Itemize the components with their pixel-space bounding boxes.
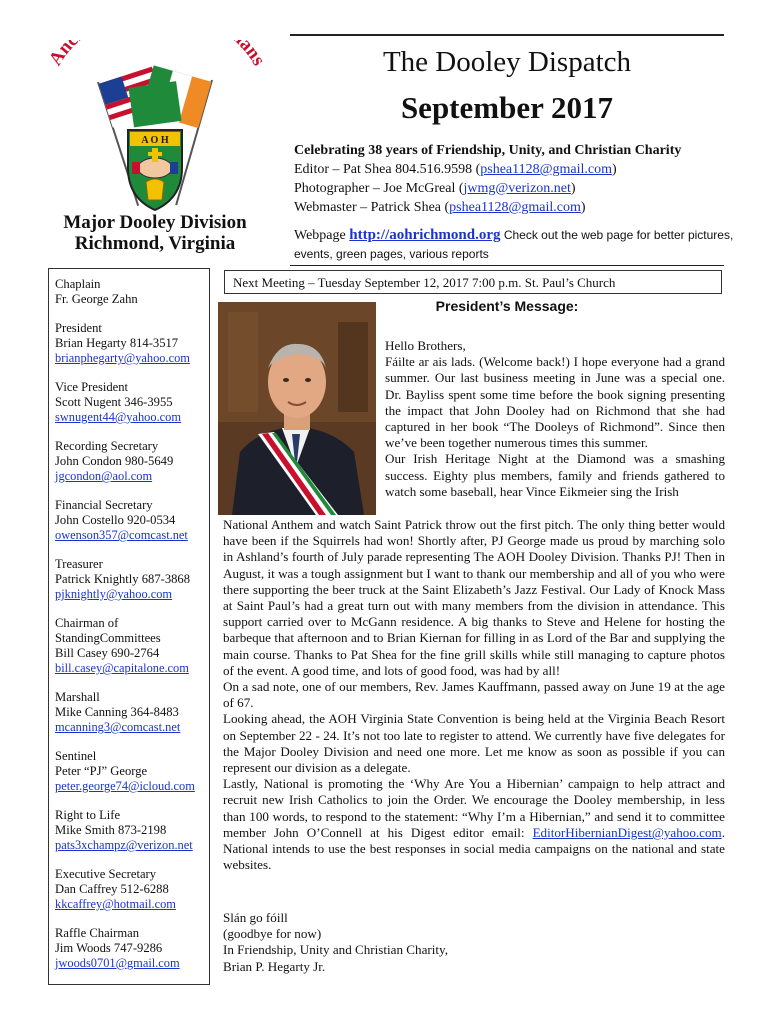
- officer-name: Mike Smith 873-2198: [55, 823, 167, 837]
- officer-role: Chaplain: [55, 277, 101, 291]
- message-greeting: Hello Brothers,: [385, 338, 466, 353]
- division-location: Richmond, Virginia: [74, 233, 236, 254]
- officer-role: Right to Life: [55, 808, 121, 822]
- officer-role: Financial Secretary: [55, 498, 153, 512]
- officer-name: Dan Caffrey 512-6288: [55, 882, 169, 896]
- webmaster-line: [294, 198, 734, 217]
- officer-phone: Bill Casey 690-2764: [55, 646, 160, 660]
- message-paragraph-5: [223, 776, 725, 873]
- svg-text:Ancient Order of Hibernians: [45, 40, 269, 69]
- closing-line-3: In Friendship, Unity and Christian Charity,: [223, 942, 448, 958]
- webmaster-email-link[interactable]: pshea1128@gmail.com: [449, 200, 581, 215]
- tagline: Celebrating 38 years of Friendship, Unity, and Christian Charity: [294, 143, 682, 158]
- photographer-close-paren: ): [570, 181, 576, 196]
- officer-entry: [55, 277, 209, 307]
- closing-signature: Brian P. Hegarty Jr.: [223, 958, 326, 974]
- officer-email-link[interactable]: kkcaffrey@hotmail.com: [55, 897, 176, 911]
- message-closing: [223, 910, 623, 975]
- message-paragraph-1: Fáilte ar ais lads. (Welcome back!) I hope everyone had a grand summer. Our last business meeting in June was a special one. Dr. Bayliss spent some time before the book signing presenting the impact that John Dooley had on Richmond that she had captured in her book “The Dooleys of Richmond”. Since then we’ve been together numerous times this summer.: [385, 354, 725, 451]
- officer-name: StandingCommittees: [55, 631, 161, 645]
- officer-entry: [55, 749, 209, 794]
- officer-entry: [55, 808, 209, 853]
- webpage-line: [294, 226, 734, 264]
- message-column-bottom: [223, 517, 725, 873]
- officer-role: Executive Secretary: [55, 867, 157, 881]
- staff-block: [294, 141, 734, 217]
- editor-close-paren: ): [612, 162, 617, 177]
- officer-name: John Condon 980-5649: [55, 454, 174, 468]
- officer-email-link[interactable]: bill.casey@capitalone.com: [55, 661, 189, 675]
- message-paragraph-5-text: Lastly, National is promoting the ‘Why Are You a Hibernian’ campaign to help attract and recruit new Irish Catholics to join the Order. We encourage the Dooley membership, in less than 100 words, to respond to the statement: “Why I’m a Hibernian,” and send it to committee member John O’Connell at his Digest editor email:: [223, 776, 725, 840]
- officer-name: Patrick Knightly 687-3868: [55, 572, 191, 586]
- aoh-logo: [36, 40, 274, 215]
- newsletter-title: The Dooley Dispatch: [382, 46, 632, 78]
- officer-email-link[interactable]: pats3xchampz@verizon.net: [55, 838, 193, 852]
- message-paragraph-5-end: . National intends to use the best responses in social media campaigns on the national and state websites.: [223, 824, 725, 873]
- webpage-note: Check out the web page for better pictures, events, green pages, various reports: [294, 228, 734, 261]
- logo-shield-text: A O H: [141, 135, 169, 146]
- officer-name: Mike Canning 364-8483: [55, 705, 179, 719]
- officer-email-link[interactable]: swnugent44@yahoo.com: [55, 410, 182, 424]
- editor-line: [294, 160, 734, 179]
- officer-entry: [55, 690, 209, 735]
- officer-entry: [55, 616, 209, 676]
- division-title: Major Dooley Division: [63, 212, 247, 233]
- officer-entry: [55, 557, 209, 602]
- officer-role: Vice President: [55, 380, 129, 394]
- officer-role: Raffle Chairman: [55, 926, 140, 940]
- officer-entry: [55, 321, 209, 366]
- officer-name: Peter “PJ” George: [55, 764, 148, 778]
- officer-name: John Costello 920-0534: [55, 513, 176, 527]
- officer-email-link[interactable]: owenson357@comcast.net: [55, 528, 188, 542]
- message-column-top: [385, 338, 725, 500]
- officer-role: Treasurer: [55, 557, 103, 571]
- digest-email-link[interactable]: EditorHibernianDigest@yahoo.com: [532, 824, 722, 840]
- officer-name: Jim Woods 747-9286: [55, 941, 163, 955]
- message-paragraph-3: On a sad note, one of our members, Rev. James Kauffmann, passed away on June 19 at the age of 67.: [223, 679, 725, 711]
- webpage-label: Webpage: [294, 228, 350, 243]
- officers-sidebar: [48, 268, 210, 985]
- editor-label: Editor – Pat Shea 804.516.9598 (: [294, 162, 481, 177]
- president-photo: [218, 302, 376, 515]
- officer-entry: [55, 439, 209, 484]
- officer-role: Recording Secretary: [55, 439, 159, 453]
- officer-name: Brian Hegarty 814-3517: [55, 336, 179, 350]
- officer-email-link[interactable]: pjknightly@yahoo.com: [55, 587, 173, 601]
- officer-email-link[interactable]: brianphegarty@yahoo.com: [55, 351, 190, 365]
- officer-role: Sentinel: [55, 749, 97, 763]
- officer-email-link[interactable]: jgcondon@aol.com: [55, 469, 153, 483]
- officer-email-link[interactable]: peter.george74@icloud.com: [55, 779, 195, 793]
- officer-role: Marshall: [55, 690, 100, 704]
- officer-name: Scott Nugent 346-3955: [55, 395, 173, 409]
- officer-entry: [55, 380, 209, 425]
- aoh-emblem-icon: [36, 40, 274, 215]
- header-rule: [290, 265, 724, 266]
- message-paragraph-2-rest: National Anthem and watch Saint Patrick throw out the first pitch. The only thing better would have been if the Squirrels had won! Shortly after, PJ George made us proud by marching solo in Ashland’s fourth of July parade representing The AOH Dooley Division. Thanks PJ! Then in August, it was a tough assignment but I want to thank our membership and all of you who were there supporting the beer truck at the Saint Elizabeth’s Jazz Festival. Our Lady of Knock Mass at Saint Paul’s had a great turn out with many members from the division in attendance. This support carried over to McGann residence. A big thanks to Steve and Helene for hosting the barbeque that afternoon and to Brian Kiernan for filling in as Lord of the Bar and supplying the main course. Thanks to Pat Shea for the fine grill skills while still managing to capture photos of the event. A good time, and lots of good food, was had by all!: [223, 517, 725, 678]
- photographer-label: Photographer – Joe McGreal (: [294, 181, 464, 196]
- officer-entry: [55, 926, 209, 971]
- message-paragraph-4: Looking ahead, the AOH Virginia State Convention is being held at the Virginia Beach Resort on September 22 - 24. It’s not too late to register to attend. We currently have five delegates for the Major Dooley Division and need one more. Let me know as soon as possible if you can represent our division as a delegate.: [223, 711, 725, 776]
- officer-entry: [55, 498, 209, 543]
- webmaster-label: Webmaster – Patrick Shea (: [294, 200, 450, 215]
- editor-email-link[interactable]: pshea1128@gmail.com: [480, 162, 613, 177]
- webpage-link[interactable]: http://aohrichmond.org: [349, 227, 501, 243]
- photographer-email-link[interactable]: jwmg@verizon.net: [463, 181, 571, 196]
- webmaster-close-paren: ): [580, 200, 586, 215]
- logo-arc-text: Anc ans: [44, 40, 270, 70]
- photographer-line: [294, 179, 734, 198]
- closing-line-2: (goodbye for now): [223, 926, 322, 942]
- closing-line-1: Slán go fóill: [223, 910, 288, 925]
- officer-role: President: [55, 321, 102, 335]
- next-meeting-box: Next Meeting – Tuesday September 12, 2017 7:00 p.m. St. Paul’s Church: [224, 270, 722, 294]
- top-rule: [290, 34, 724, 36]
- officer-email-link[interactable]: mcanning3@comcast.net: [55, 720, 181, 734]
- message-paragraph-2-start: Our Irish Heritage Night at the Diamond was a smashing success. Eighty plus members, family and friends gathered to watch some baseball, hear Vince Eikmeier sing the Irish: [385, 451, 725, 499]
- message-title: President’s Message:: [435, 298, 579, 314]
- issue-date: September 2017: [400, 90, 614, 125]
- officer-email-link[interactable]: jwoods0701@gmail.com: [55, 956, 180, 970]
- officer-role: Chairman of: [55, 616, 119, 630]
- division-name: [40, 212, 270, 254]
- officer-entry: [55, 867, 209, 912]
- officer-name: Fr. George Zahn: [55, 292, 138, 306]
- portrait-image-icon: [218, 302, 376, 515]
